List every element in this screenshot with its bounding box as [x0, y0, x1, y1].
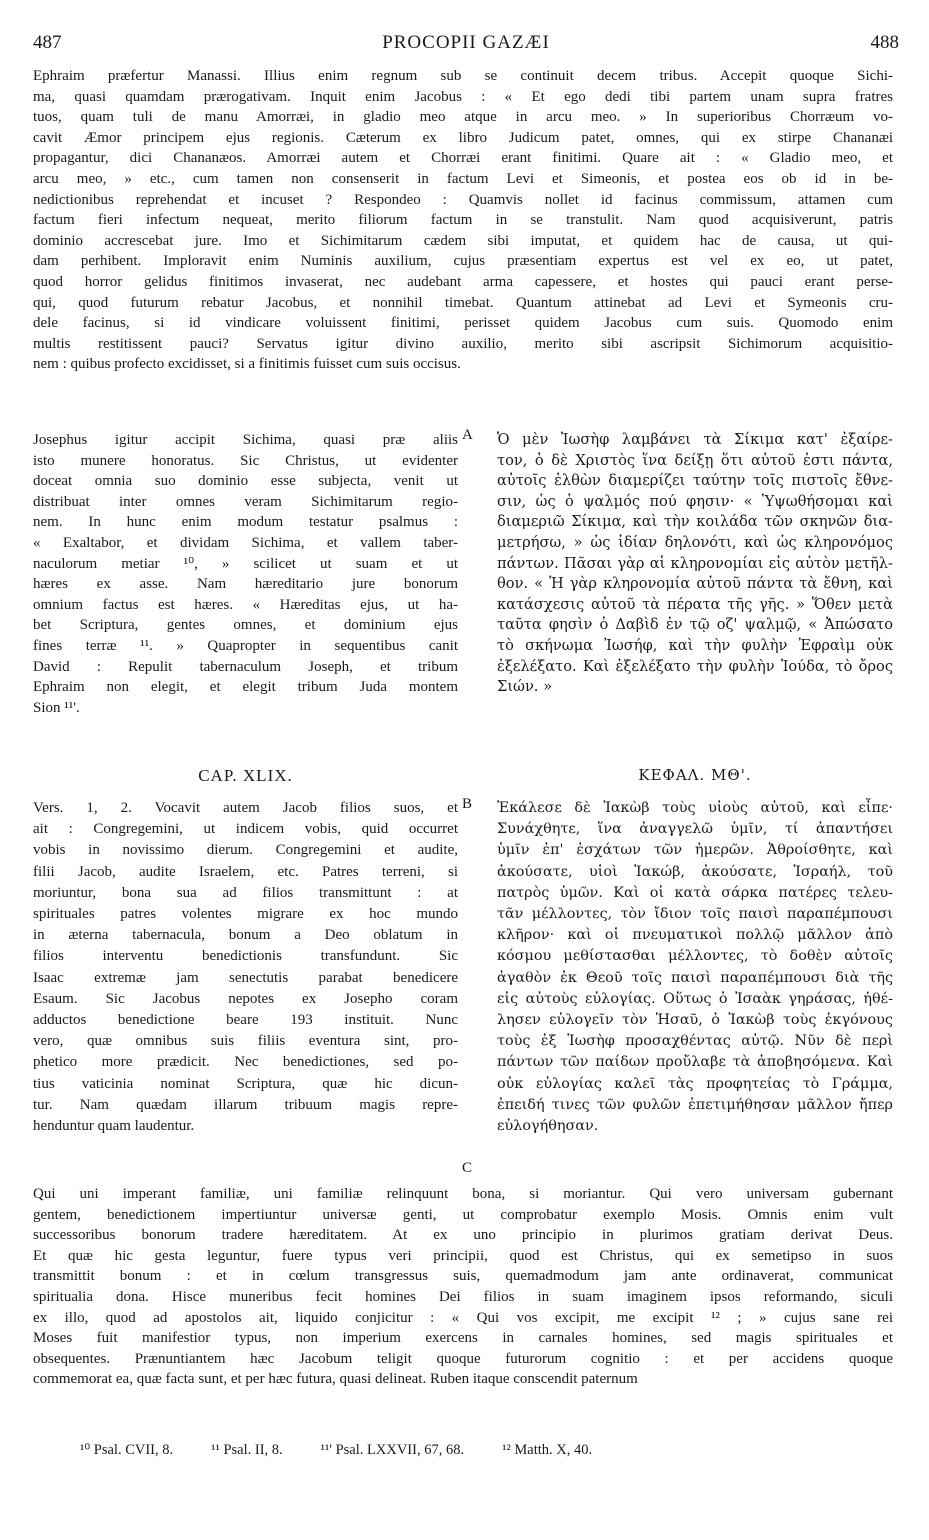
text-line: « Exaltabor, et dividam Sichima, et vallem taber-	[33, 534, 458, 551]
text-line: hæres ex asse. Nam hæreditario jure bonorum	[33, 576, 458, 593]
top-paragraph	[33, 66, 893, 375]
footnotes	[80, 1442, 630, 1459]
text-line: cavit Æmor principem ejus regionis. Cæterum ex libro Judicum patet, omnes, qui ex stirpe Chananæi	[33, 129, 893, 146]
text-line: Ephraim præfertur Manassi. Illius enim regnum sub se continuit decem tribus. Accepit quoque Sichi-	[33, 68, 893, 84]
text-line: spiritualia dona. Hisce muneribus fecit homines Dei filios in suam imaginem ipsos reformando, siculi	[33, 1288, 893, 1305]
running-title: PROCOPII GAZÆI	[382, 32, 550, 53]
text-line: Esaum. Sic Jacobus nepotes ex Josepho coram	[33, 990, 458, 1007]
text-line: in æterna tabernacula, bonum a Deo oblatum in	[33, 927, 458, 944]
text-line: dominio accrescebat jure. Imo et Sichimitarum cædem sibi imputat, et quidem hac de causa, ut qui-	[33, 232, 893, 249]
text-line: dele facinus, si id vindicare voluissent finitimi, perisset quidem Jacobus cum suis. Quomodo enim	[33, 315, 893, 332]
greek-column-2	[497, 798, 893, 1137]
text-line: κατάσχεσις αὐτοῦ τὰ πέρατα τῆς γῆς. » Ὅθεν μετὰ	[497, 595, 893, 613]
page-number-left: 487	[33, 32, 62, 53]
text-line: σιν, ὡς ὁ ψαλμός πού φησιν· « Ὑψωθήσομαι καὶ	[497, 492, 893, 510]
margin-marker-b: B	[462, 796, 473, 812]
text-line: naculorum metiar ¹⁰, » scilicet ut suam et ut	[33, 555, 458, 572]
text-line: quod horror gelidus finitimos invaserat, nec audebant arma capessere, et hostes qui pauci erant perse-	[33, 273, 893, 290]
text-line: vobis in novissimo dierum. Congregemini et audite,	[33, 842, 458, 859]
text-line: multis restitissent pauci? Servatus igitur divino auxilio, merito sibi ascripsit Sichimorum acquisitio-	[33, 335, 893, 352]
text-line: εἰς αὐτοὺς εὐλογίας. Οὕτως ὁ Ἰσαὰκ γηράσας, ἠθέ-	[497, 990, 893, 1007]
text-line: filii Jacob, audite Israelem, etc. Patres terreni, si	[33, 863, 458, 880]
text-line: ἐπειδή τινες τῶν φυλῶν ἐπετιμήθησαν μᾶλλον ἤπερ	[497, 1096, 893, 1113]
text-line: ἀγαθὸν ἐκ Θεοῦ τοῖς παισὶ παραπέμπουσι διὰ τῆς	[497, 969, 893, 986]
text-line: David : Repulit tabernaculum Joseph, et tribum	[33, 658, 458, 675]
text-line: doceat omnia suo dominio esse subjecta, venit ut	[33, 473, 458, 490]
text-line: πατρὸς ὑμῶν. Καὶ οἱ κατὰ σάρκα πατέρες τελευ-	[497, 884, 893, 901]
text-line: τᾶν μέλλοντες, τὸν ἴδιον τοῖς παισὶ παραπέμπουσι	[497, 906, 893, 923]
text-line: phetico more prædicit. Nec benedictiones, sed po-	[33, 1054, 458, 1071]
text-line: propagantur, dici Chananæos. Amorræi autem et Chorræi erant finitimi. Quare ait : « Gladio meo, et	[33, 150, 893, 167]
text-line: Vers. 1, 2. Vocavit autem Jacob filios suos, et	[33, 800, 458, 816]
text-line: omnium factus est hæres. « Hæreditas ejus, ut ha-	[33, 596, 458, 613]
text-line: tuos, quam tuli de manu Amorræi, in gladio meo atque in arcu meo. » In superioribus Chorræum vo-	[33, 109, 893, 126]
text-line: factum fieri infectum nequeat, merito filiorum factum in se transtulit. Nam quod acquisiverunt, patris	[33, 212, 893, 229]
text-line: Josephus igitur accipit Sichima, quasi præ aliis	[33, 432, 458, 448]
text-line: Ὁ μὲν Ἰωσὴφ λαμβάνει τὰ Σίκιμα κατ' ἐξαίρε-	[497, 431, 893, 448]
text-line: transmittit bonum : et in cœlum transgressus suis, quemadmodum jam ante ordinaverat, communicat	[33, 1268, 893, 1285]
text-line: Isaac extremæ jam senectutis parabat benedicere	[33, 969, 458, 986]
chapter-heading-greek: ΚΕΦΑΛ. ΜΘ'.	[638, 766, 752, 784]
text-line: ὑμῖν ἐπ' ἐσχάτων τῶν ἡμερῶν. Ἀθροίσθητε, καὶ	[497, 842, 893, 859]
text-line: filios interventu benedictionis transfundunt. Sic	[33, 948, 458, 965]
text-line: τοὺς ἐξ Ἰωσὴφ προσαχθέντας αὐτῷ. Νῦν δὲ περὶ	[497, 1033, 893, 1050]
text-line: adductos benedictione beare 193 instituit. Nunc	[33, 1012, 458, 1029]
text-line: Ἐκάλεσε δὲ Ἰακὼβ τοὺς υἱοὺς αὐτοῦ, καὶ εἶπε·	[497, 800, 893, 816]
text-line: gentem, benedictionem impertiuntur universæ genti, ut comprobatur exemplo Mosis. Omnis enim vult	[33, 1206, 893, 1223]
text-line: Qui uni imperant familiæ, uni familiæ relinquunt bona, si moriantur. Qui vero universam gubernant	[33, 1186, 893, 1202]
margin-marker-c: C	[462, 1160, 473, 1176]
chapter-heading-latin: CAP. XLIX.	[198, 766, 293, 785]
text-line: τὸ σκήνωμα Ἰωσήφ, καὶ τὴν φυλὴν Ἐφραὶμ οὐκ	[497, 636, 893, 654]
text-line: Σιών. »	[497, 678, 553, 696]
text-line: μετρήσω, » ὡς ἰδίαν δηλονότι, καὶ ὡς κληρονόμος	[497, 533, 893, 551]
text-line: ma, quasi quamdam prærogativam. Inquit enim Jacobus : « Et ego dedi tibi partem unam supra fratres	[33, 88, 893, 105]
text-line: henduntur quam laudentur.	[33, 1118, 195, 1135]
greek-column-1	[497, 430, 893, 698]
text-line: οὐκ εὐλογίας καλεῖ τὰς προφητείας τὸ Γράμμα,	[497, 1075, 893, 1092]
text-line: tius vaticinia nominat Scriptura, quæ hic dicun-	[33, 1075, 458, 1092]
text-line: εὐλογήθησαν.	[497, 1118, 599, 1135]
text-line: ait : Congregemini, ut indicem vobis, quid occurret	[33, 821, 458, 838]
text-line: Moses fuit manifestior typus, non imperium exercens in carnales homines, sed magis spirituales et	[33, 1330, 893, 1347]
text-line: τον, ὁ δὲ Χριστὸς ἵνα δείξῃ ὅτι αὐτοῦ ἐστι πάντα,	[497, 451, 893, 469]
text-line: nem : quibus profecto excidisset, si a finitimis fuisset cum suis occisus.	[33, 356, 461, 373]
text-line: distribuat inter omnes veram Sichimitarum regio-	[33, 493, 458, 510]
text-line: πάντων. Πᾶσαι γὰρ αἱ κληρονομίαι εἰς αὐτὸν μετῆλ-	[497, 554, 893, 572]
text-line: fines terræ ¹¹. » Quapropter in sequentibus canit	[33, 637, 458, 654]
text-line: isto munere honoratus. Sic Christus, ut evidenter	[33, 452, 458, 469]
text-line: nedictionibus reprehendat et incuset ? Respondeo : Quamvis nollet id facinus commissum, attamen cum	[33, 191, 893, 208]
text-line: moriuntur, bona sua ad filios transmittunt : at	[33, 884, 458, 901]
bottom-paragraph	[33, 1184, 893, 1390]
text-line: qui, quod futurum rebatur Jacobus, et nonnihil timebat. Quantum attinebat ad Levi et Symeonis cru-	[33, 294, 893, 311]
text-line: ταῦτα φησὶν ὁ Δαβὶδ ἐν τῷ οζ' ψαλμῷ, « Ἀπώσατο	[497, 616, 893, 634]
text-line: ἀκούσατε, υἱοὶ Ἰακώβ, ἀκούσατε, Ἰσραήλ, τοῦ	[497, 863, 893, 880]
latin-column-1	[33, 430, 458, 718]
text-line: ἐξελέξατο. Καὶ ἐξελέξατο τὴν φυλὴν Ἰούδα, τὸ ὄρος	[497, 657, 893, 675]
footnote: ¹¹' Psal. LXXVII, 67, 68.	[320, 1442, 465, 1458]
text-line: λησεν εὐλογεῖν τὸν Ἡσαῦ, ὁ Ἰακὼβ τοὺς ἐκγόνους	[497, 1012, 893, 1029]
text-line: bet Scriptura, gentes omnes, et dominium ejus	[33, 617, 458, 634]
text-line: κλῆρον· καὶ οἱ πνευματικοὶ πολλῷ μᾶλλον ἀπὸ	[497, 927, 893, 944]
text-line: successoribus bonorum tradere hæreditatem. At ex uno principio in plurimos gratiam derivat Deus.	[33, 1227, 893, 1244]
footnote: ¹¹ Psal. II, 8.	[211, 1442, 283, 1458]
text-line: ex illo, quod ad apostolos ait, liquido conjicitur : « Qui vos excipit, me excipit ¹² ; » cujus sane rei	[33, 1309, 893, 1326]
text-line: αὐτοῖς ἐλθὼν διαμερίζει ταύτην τοῖς πιστοῖς ἔθνε-	[497, 472, 893, 490]
latin-column-2	[33, 798, 458, 1137]
text-line: arcu meo, » etc., cum tamen non consenserit in factum Levi et Simeonis, et postea eos ob id in be-	[33, 170, 893, 187]
footnote: ¹² Matth. X, 40.	[502, 1442, 593, 1458]
text-line: Ephraim non elegit, et elegit tribum Juda montem	[33, 679, 458, 696]
page-header	[33, 32, 899, 62]
footnote: ¹⁰ Psal. CVII, 8.	[80, 1442, 174, 1458]
margin-marker-a: A	[462, 427, 473, 443]
text-line: Συνάχθητε, ἵνα ἀναγγελῶ ὑμῖν, τί ἀπαντήσει	[497, 821, 893, 838]
text-line: Et quæ hic gesta leguntur, fuere typus veri principii, quod est Christus, qui ex semetipso in suos	[33, 1247, 893, 1264]
text-line: vero, quæ omnibus suis filiis eventura sint, pro-	[33, 1033, 458, 1050]
text-line: διαμεριῶ Σίκιμα, καὶ τὴν κοιλάδα τῶν σκηνῶν δια-	[497, 513, 893, 531]
text-line: dam perhibent. Imploravit enim Numinis auxilium, cujus præsentiam expertus est vel ex eo, ut patet,	[33, 253, 893, 270]
text-line: Sion ¹¹'.	[33, 699, 80, 716]
text-line: κόσμου μεθίστασθαι μέλλοντες, τὸ δοθὲν αὐτοῖς	[497, 948, 893, 965]
text-line: commemorat ea, quæ facta sunt, et per hæc futura, quasi delineat. Ruben itaque conscendit paternum	[33, 1371, 638, 1388]
text-line: nem. In hunc enim modum testatur psalmus :	[33, 514, 458, 531]
page-number-right: 488	[870, 32, 899, 53]
text-line: obsequentes. Prænuntiantem hæc Jacobum teligit quoque futurorum cognitio : et per accidens quoque	[33, 1350, 893, 1367]
text-line: πάντων τῶν παίδων προὔλαβε τὰ ἀποβησόμενα. Καὶ	[497, 1054, 893, 1071]
text-line: spirituales patres volentes migrare ex hoc mundo	[33, 906, 458, 923]
text-line: tur. Nam quædam illarum tribuum magis repre-	[33, 1096, 458, 1113]
text-line: θον. « Ἡ γὰρ κληρονομία αὐτοῦ πάντα τὰ ἔθνη, καὶ	[497, 575, 893, 593]
